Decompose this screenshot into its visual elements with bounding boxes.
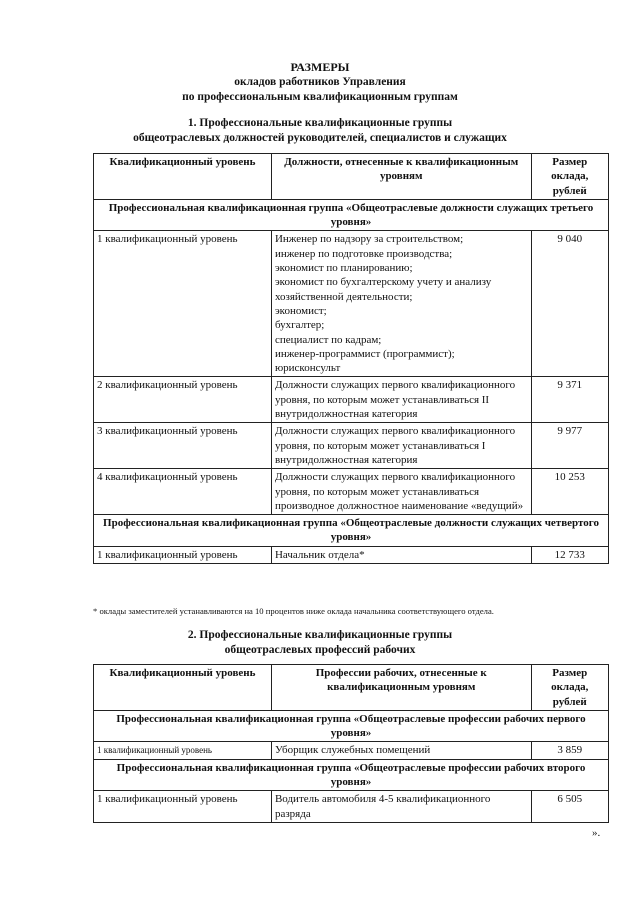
group-title: Профессиональная квалификационная группа «Общеотраслевые профессии рабочих первого уровня»	[94, 710, 609, 742]
doc-title: РАЗМЕРЫ	[290, 60, 350, 74]
footnote: * оклады заместителей устанавливаются на 10 процентов ниже оклада начальника соответствующего отдела.	[93, 606, 494, 616]
salary-table-1	[93, 153, 609, 564]
table-row	[94, 231, 609, 377]
group-row	[94, 515, 609, 547]
level-cell: 1 квалификационный уровень	[94, 791, 272, 823]
table-row	[94, 423, 609, 469]
table-header-row	[94, 665, 609, 711]
level-cell: 4 квалификационный уровень	[94, 469, 272, 515]
salary-cell: 12 733	[531, 546, 608, 563]
table-header-row	[94, 154, 609, 200]
table-row	[94, 469, 609, 515]
group-row	[94, 710, 609, 742]
level-cell: 1 квалификационный уровень	[94, 546, 272, 563]
closing-quote: ».	[592, 827, 601, 839]
salary-cell: 9 040	[531, 231, 608, 377]
table-row	[94, 377, 609, 423]
level-cell: 1 квалификационный уровень	[94, 231, 272, 377]
salary-cell: 3 859	[531, 742, 608, 759]
positions-cell: Начальник отдела*	[271, 546, 531, 563]
level-cell: 1 квалификационный уровень	[94, 742, 272, 759]
group-title: Профессиональная квалификационная группа «Общеотраслевые должности служащих третьего уровня»	[94, 199, 609, 231]
header-professions: Профессии рабочих, отнесенные к квалификационным уровням	[271, 665, 531, 711]
salary-cell: 9 977	[531, 423, 608, 469]
section1-title-1: 1. Профессиональные квалификационные группы	[187, 117, 453, 129]
section2-title-2: общеотраслевых профессий рабочих	[224, 644, 416, 656]
positions-cell: Должности служащих первого квалификационного уровня, по которым может устанавливаться I внутридолжностная категория	[271, 423, 531, 469]
group-title: Профессиональная квалификационная группа «Общеотраслевые должности служащих четвертого уровня»	[94, 515, 609, 547]
salary-cell: 9 371	[531, 377, 608, 423]
group-title: Профессиональная квалификационная группа «Общеотраслевые профессии рабочих второго уровня»	[94, 759, 609, 791]
doc-subtitle-1: окладов работников Управления	[234, 76, 406, 88]
table-row	[94, 791, 609, 823]
group-row	[94, 199, 609, 231]
level-cell: 3 квалификационный уровень	[94, 423, 272, 469]
positions-cell: Должности служащих первого квалификационного уровня, по которым может устанавливаться производное должностное наименование «ведущий»	[271, 469, 531, 515]
level-cell: 2 квалификационный уровень	[94, 377, 272, 423]
header-salary: Размер оклада, рублей	[531, 154, 608, 200]
salary-cell: 10 253	[531, 469, 608, 515]
section1-title-2: общеотраслевых должностей руководителей, специалистов и служащих	[133, 132, 507, 144]
salary-table-2	[93, 664, 609, 823]
header-level: Квалификационный уровень	[94, 154, 272, 200]
positions-cell: Должности служащих первого квалификационного уровня, по которым может устанавливаться II внутридолжностная категория	[271, 377, 531, 423]
positions-cell: Уборщик служебных помещений	[271, 742, 531, 759]
table-row	[94, 742, 609, 759]
group-row	[94, 759, 609, 791]
header-salary: Размер оклада, рублей	[531, 665, 608, 711]
section2-title-1: 2. Профессиональные квалификационные группы	[187, 629, 453, 641]
header-positions: Должности, отнесенные к квалификационным уровням	[271, 154, 531, 200]
header-level: Квалификационный уровень	[94, 665, 272, 711]
salary-cell: 6 505	[531, 791, 608, 823]
doc-subtitle-2: по профессиональным квалификационным группам	[182, 91, 458, 103]
table-row	[94, 546, 609, 563]
positions-cell: Инженер по надзору за строительством; инженер по подготовке производства; экономист по планированию; экономист по бухгалтерскому учету и анализу хозяйственной деятельности; экономист; бухгалтер; специалист по кадрам; инженер-программист (программист); юрисконсульт	[271, 231, 531, 377]
positions-cell: Водитель автомобиля 4-5 квалификационного разряда	[271, 791, 531, 823]
